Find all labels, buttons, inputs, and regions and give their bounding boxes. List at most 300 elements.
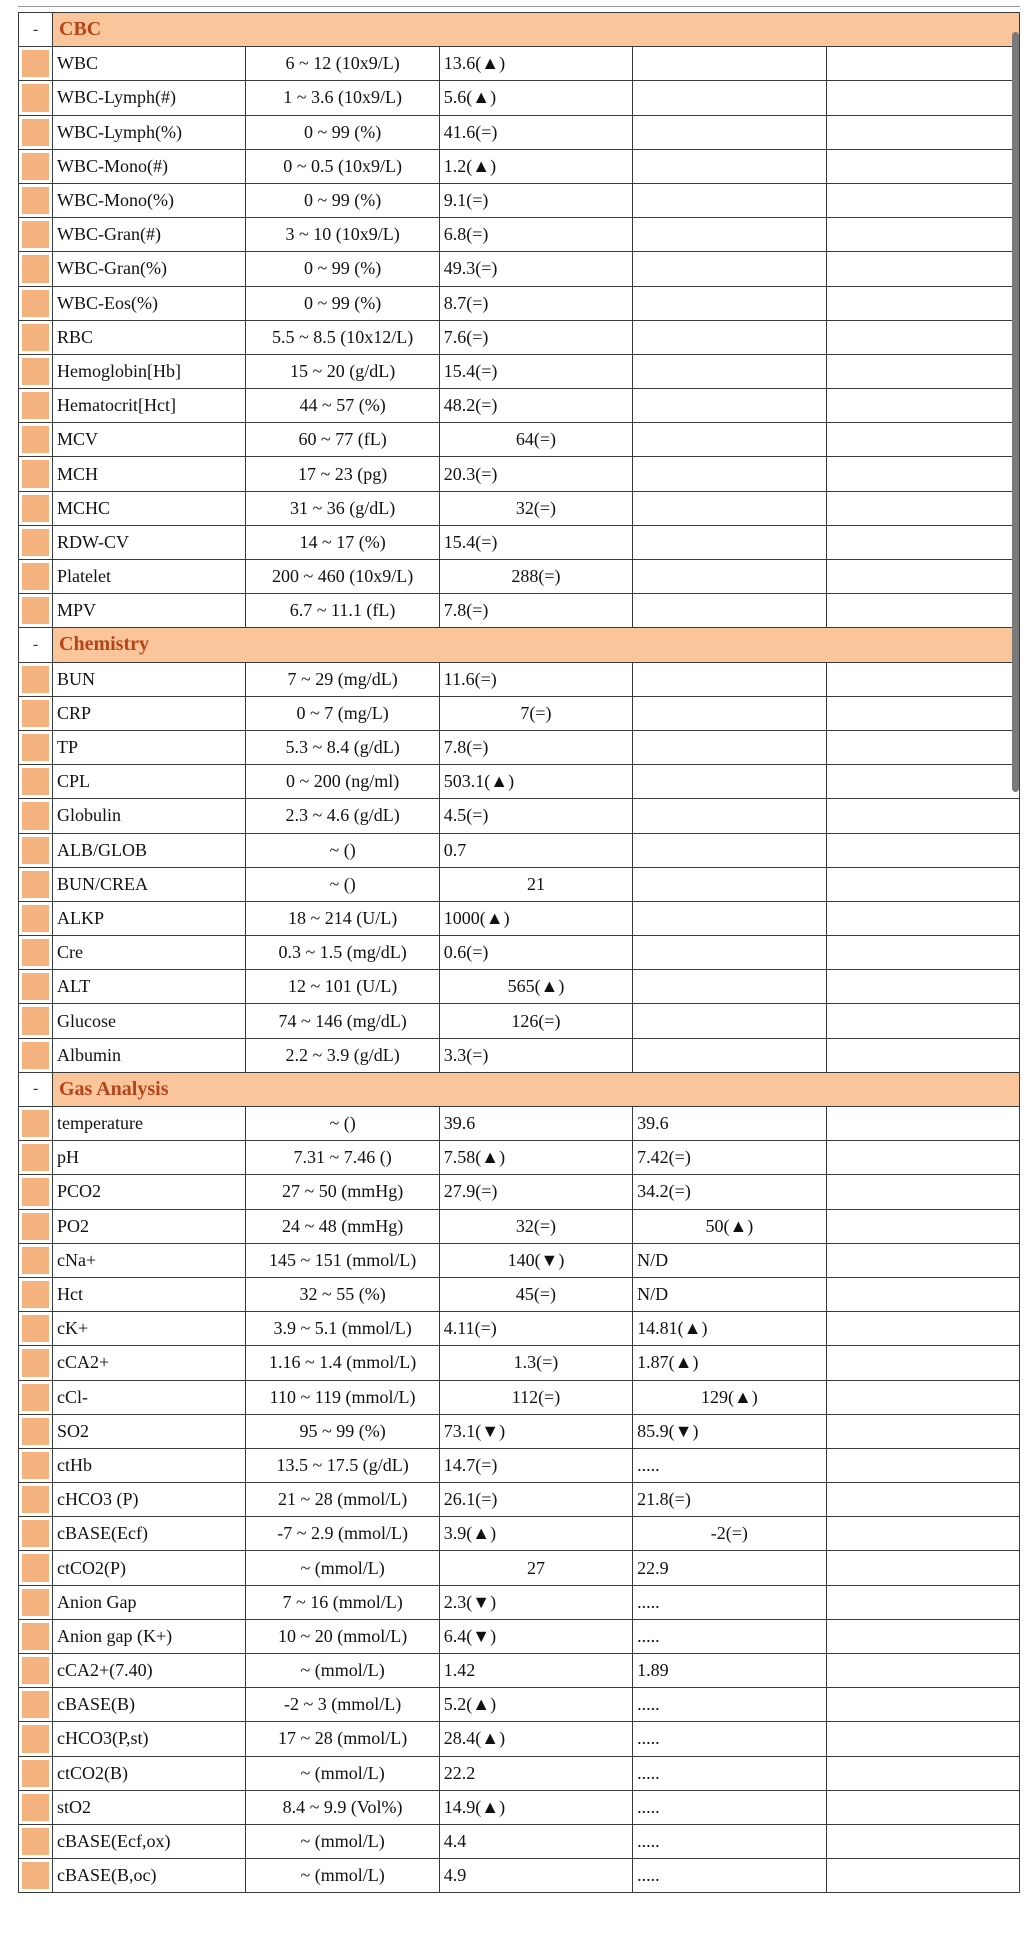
- row-marker: [19, 47, 53, 81]
- empty-cell: [826, 1277, 1019, 1311]
- table-row: [19, 47, 1020, 81]
- row-marker: [19, 1243, 53, 1277]
- table-row: [19, 1243, 1020, 1277]
- result-value-1: 15.4(=): [439, 354, 632, 388]
- reference-range: ~ (): [246, 1107, 439, 1141]
- result-value-1: 14.7(=): [439, 1448, 632, 1482]
- empty-cell: [826, 115, 1019, 149]
- result-value-1: 0.6(=): [439, 936, 632, 970]
- table-row: [19, 1107, 1020, 1141]
- result-value-1: 7.58(▲): [439, 1141, 632, 1175]
- empty-cell: [826, 799, 1019, 833]
- result-value-2: .....: [633, 1859, 826, 1893]
- table-row: [19, 457, 1020, 491]
- result-value-1: 4.5(=): [439, 799, 632, 833]
- reference-range: 2.3 ~ 4.6 (g/dL): [246, 799, 439, 833]
- table-row: [19, 833, 1020, 867]
- table-row: [19, 183, 1020, 217]
- reference-range: 24 ~ 48 (mmHg): [246, 1209, 439, 1243]
- row-marker: [19, 1175, 53, 1209]
- result-value-2: [633, 47, 826, 81]
- table-row: [19, 1551, 1020, 1585]
- row-marker-bar: [22, 837, 49, 864]
- empty-cell: [826, 1448, 1019, 1482]
- result-value-1: 20.3(=): [439, 457, 632, 491]
- empty-cell: [826, 81, 1019, 115]
- test-name: Hct: [53, 1277, 246, 1311]
- table-row: [19, 354, 1020, 388]
- table-row: [19, 1312, 1020, 1346]
- table-row: [19, 1380, 1020, 1414]
- result-value-2: -2(=): [633, 1517, 826, 1551]
- table-row: [19, 1414, 1020, 1448]
- reference-range: 110 ~ 119 (mmol/L): [246, 1380, 439, 1414]
- test-name: cK+: [53, 1312, 246, 1346]
- section-header: [19, 1072, 1020, 1106]
- empty-cell: [826, 320, 1019, 354]
- result-value-1: 26.1(=): [439, 1483, 632, 1517]
- row-marker: [19, 115, 53, 149]
- test-name: Hemoglobin[Hb]: [53, 354, 246, 388]
- result-value-1: 503.1(▲): [439, 765, 632, 799]
- lab-results-sheet: [18, 12, 1020, 1893]
- table-row: [19, 1277, 1020, 1311]
- row-marker-bar: [22, 1281, 49, 1308]
- empty-cell: [826, 1107, 1019, 1141]
- test-name: cCA2+: [53, 1346, 246, 1380]
- section-header: [19, 13, 1020, 47]
- result-value-1: 32(=): [439, 491, 632, 525]
- result-value-1: 15.4(=): [439, 525, 632, 559]
- row-marker: [19, 286, 53, 320]
- row-marker: [19, 525, 53, 559]
- row-marker: [19, 696, 53, 730]
- result-value-1: 4.4: [439, 1824, 632, 1858]
- test-name: Anion Gap: [53, 1585, 246, 1619]
- row-marker: [19, 662, 53, 696]
- table-row: [19, 1619, 1020, 1653]
- row-marker: [19, 1619, 53, 1653]
- row-marker-bar: [22, 1144, 49, 1171]
- result-value-2: 7.42(=): [633, 1141, 826, 1175]
- result-value-1: 14.9(▲): [439, 1790, 632, 1824]
- result-value-2: [633, 252, 826, 286]
- result-value-1: 45(=): [439, 1277, 632, 1311]
- test-name: cHCO3 (P): [53, 1483, 246, 1517]
- section-collapse-toggle[interactable]: -: [19, 1072, 53, 1106]
- result-value-2: N/D: [633, 1277, 826, 1311]
- row-marker-bar: [22, 1554, 49, 1581]
- row-marker-bar: [22, 939, 49, 966]
- table-row: [19, 423, 1020, 457]
- result-value-1: 4.11(=): [439, 1312, 632, 1346]
- test-name: MCHC: [53, 491, 246, 525]
- row-marker: [19, 1790, 53, 1824]
- table-row: [19, 1859, 1020, 1893]
- result-value-1: 49.3(=): [439, 252, 632, 286]
- result-value-2: [633, 354, 826, 388]
- result-value-2: 1.89: [633, 1654, 826, 1688]
- result-value-1: 1.2(▲): [439, 149, 632, 183]
- row-marker: [19, 149, 53, 183]
- section-title: CBC: [53, 13, 1020, 47]
- row-marker-bar: [22, 1828, 49, 1855]
- test-name: ctCO2(P): [53, 1551, 246, 1585]
- reference-range: 12 ~ 101 (U/L): [246, 970, 439, 1004]
- empty-cell: [826, 765, 1019, 799]
- table-row: [19, 1346, 1020, 1380]
- empty-cell: [826, 1824, 1019, 1858]
- test-name: Cre: [53, 936, 246, 970]
- row-marker-bar: [22, 1623, 49, 1650]
- result-value-2: 21.8(=): [633, 1483, 826, 1517]
- test-name: WBC: [53, 47, 246, 81]
- test-name: cBASE(B): [53, 1688, 246, 1722]
- result-value-1: 22.2: [439, 1756, 632, 1790]
- table-row: [19, 730, 1020, 764]
- row-marker-bar: [22, 1691, 49, 1718]
- result-value-1: 6.4(▼): [439, 1619, 632, 1653]
- test-name: RBC: [53, 320, 246, 354]
- reference-range: 0 ~ 99 (%): [246, 286, 439, 320]
- table-row: [19, 1209, 1020, 1243]
- table-row: [19, 1175, 1020, 1209]
- row-marker: [19, 183, 53, 217]
- empty-cell: [826, 1654, 1019, 1688]
- empty-cell: [826, 218, 1019, 252]
- empty-cell: [826, 936, 1019, 970]
- row-marker-bar: [22, 1418, 49, 1445]
- table-row: [19, 1756, 1020, 1790]
- empty-cell: [826, 423, 1019, 457]
- table-row: [19, 560, 1020, 594]
- test-name: Hematocrit[Hct]: [53, 389, 246, 423]
- empty-cell: [826, 47, 1019, 81]
- empty-cell: [826, 1517, 1019, 1551]
- empty-cell: [826, 1790, 1019, 1824]
- result-value-1: 48.2(=): [439, 389, 632, 423]
- result-value-1: 5.6(▲): [439, 81, 632, 115]
- reference-range: 7 ~ 29 (mg/dL): [246, 662, 439, 696]
- row-marker: [19, 1038, 53, 1072]
- row-marker-bar: [22, 1794, 49, 1821]
- result-value-2: 22.9: [633, 1551, 826, 1585]
- reference-range: 3 ~ 10 (10x9/L): [246, 218, 439, 252]
- row-marker-bar: [22, 1760, 49, 1787]
- test-name: WBC-Gran(%): [53, 252, 246, 286]
- reference-range: 27 ~ 50 (mmHg): [246, 1175, 439, 1209]
- row-marker: [19, 1551, 53, 1585]
- table-row: [19, 1483, 1020, 1517]
- empty-cell: [826, 1175, 1019, 1209]
- test-name: WBC-Lymph(%): [53, 115, 246, 149]
- test-name: MCV: [53, 423, 246, 457]
- test-name: ALKP: [53, 901, 246, 935]
- test-name: TP: [53, 730, 246, 764]
- result-value-2: [633, 423, 826, 457]
- result-value-2: 14.81(▲): [633, 1312, 826, 1346]
- result-value-2: [633, 1038, 826, 1072]
- result-value-1: 4.9: [439, 1859, 632, 1893]
- test-name: cCA2+(7.40): [53, 1654, 246, 1688]
- reference-range: 0 ~ 99 (%): [246, 252, 439, 286]
- result-value-2: [633, 696, 826, 730]
- row-marker: [19, 765, 53, 799]
- test-name: pH: [53, 1141, 246, 1175]
- result-value-2: [633, 1004, 826, 1038]
- test-name: cBASE(B,oc): [53, 1859, 246, 1893]
- result-value-1: 7.8(=): [439, 594, 632, 628]
- row-marker: [19, 1756, 53, 1790]
- empty-cell: [826, 1243, 1019, 1277]
- reference-range: 17 ~ 28 (mmol/L): [246, 1722, 439, 1756]
- table-row: [19, 525, 1020, 559]
- table-row: [19, 389, 1020, 423]
- result-value-2: [633, 730, 826, 764]
- test-name: MPV: [53, 594, 246, 628]
- empty-cell: [826, 594, 1019, 628]
- row-marker: [19, 730, 53, 764]
- table-row: [19, 149, 1020, 183]
- result-value-1: 5.2(▲): [439, 1688, 632, 1722]
- empty-cell: [826, 149, 1019, 183]
- table-row: [19, 936, 1020, 970]
- row-marker-bar: [22, 973, 49, 1000]
- row-marker-bar: [22, 802, 49, 829]
- empty-cell: [826, 354, 1019, 388]
- result-value-2: N/D: [633, 1243, 826, 1277]
- reference-range: 95 ~ 99 (%): [246, 1414, 439, 1448]
- row-marker-bar: [22, 392, 49, 419]
- row-marker-bar: [22, 1042, 49, 1069]
- reference-range: -2 ~ 3 (mmol/L): [246, 1688, 439, 1722]
- reference-range: 21 ~ 28 (mmol/L): [246, 1483, 439, 1517]
- row-marker: [19, 320, 53, 354]
- reference-range: 0 ~ 0.5 (10x9/L): [246, 149, 439, 183]
- table-row: [19, 970, 1020, 1004]
- reference-range: 32 ~ 55 (%): [246, 1277, 439, 1311]
- row-marker: [19, 1654, 53, 1688]
- result-value-2: [633, 662, 826, 696]
- reference-range: 0.3 ~ 1.5 (mg/dL): [246, 936, 439, 970]
- row-marker-bar: [22, 84, 49, 111]
- reference-range: 145 ~ 151 (mmol/L): [246, 1243, 439, 1277]
- empty-cell: [826, 1209, 1019, 1243]
- table-row: [19, 320, 1020, 354]
- empty-cell: [826, 1619, 1019, 1653]
- result-value-2: 50(▲): [633, 1209, 826, 1243]
- row-marker: [19, 1380, 53, 1414]
- table-row: [19, 901, 1020, 935]
- empty-cell: [826, 1312, 1019, 1346]
- row-marker: [19, 867, 53, 901]
- result-value-2: [633, 457, 826, 491]
- result-value-2: [633, 218, 826, 252]
- result-value-1: 140(▼): [439, 1243, 632, 1277]
- test-name: Glucose: [53, 1004, 246, 1038]
- result-value-1: 11.6(=): [439, 662, 632, 696]
- result-value-2: [633, 936, 826, 970]
- row-marker: [19, 1107, 53, 1141]
- result-value-1: 13.6(▲): [439, 47, 632, 81]
- row-marker-bar: [22, 700, 49, 727]
- row-marker: [19, 1346, 53, 1380]
- row-marker-bar: [22, 1725, 49, 1752]
- row-marker: [19, 833, 53, 867]
- result-value-2: [633, 765, 826, 799]
- test-name: cCl-: [53, 1380, 246, 1414]
- lab-results-body: [19, 13, 1020, 1893]
- row-marker-bar: [22, 1657, 49, 1684]
- reference-range: -7 ~ 2.9 (mmol/L): [246, 1517, 439, 1551]
- test-name: cBASE(Ecf): [53, 1517, 246, 1551]
- row-marker: [19, 218, 53, 252]
- empty-cell: [826, 970, 1019, 1004]
- table-row: [19, 696, 1020, 730]
- empty-cell: [826, 1551, 1019, 1585]
- table-row: [19, 115, 1020, 149]
- row-marker-bar: [22, 221, 49, 248]
- row-marker-bar: [22, 1213, 49, 1240]
- result-value-1: 39.6: [439, 1107, 632, 1141]
- result-value-1: 28.4(▲): [439, 1722, 632, 1756]
- row-marker-bar: [22, 871, 49, 898]
- result-value-2: [633, 560, 826, 594]
- result-value-2: [633, 970, 826, 1004]
- reference-range: ~ (): [246, 867, 439, 901]
- result-value-2: .....: [633, 1688, 826, 1722]
- result-value-2: [633, 594, 826, 628]
- reference-range: 1 ~ 3.6 (10x9/L): [246, 81, 439, 115]
- row-marker-bar: [22, 529, 49, 556]
- reference-range: ~ (): [246, 833, 439, 867]
- reference-range: ~ (mmol/L): [246, 1551, 439, 1585]
- row-marker: [19, 81, 53, 115]
- result-value-1: 1.3(=): [439, 1346, 632, 1380]
- result-value-2: 34.2(=): [633, 1175, 826, 1209]
- vertical-scrollbar[interactable]: [1012, 32, 1019, 792]
- row-marker: [19, 1141, 53, 1175]
- row-marker-bar: [22, 1007, 49, 1034]
- reference-range: 0 ~ 200 (ng/ml): [246, 765, 439, 799]
- test-name: PO2: [53, 1209, 246, 1243]
- row-marker: [19, 901, 53, 935]
- test-name: ALT: [53, 970, 246, 1004]
- row-marker-bar: [22, 1452, 49, 1479]
- reference-range: 74 ~ 146 (mg/dL): [246, 1004, 439, 1038]
- row-marker-bar: [22, 187, 49, 214]
- result-value-2: .....: [633, 1824, 826, 1858]
- row-marker: [19, 1277, 53, 1311]
- section-collapse-toggle[interactable]: -: [19, 13, 53, 47]
- reference-range: 13.5 ~ 17.5 (g/dL): [246, 1448, 439, 1482]
- table-row: [19, 491, 1020, 525]
- empty-cell: [826, 1380, 1019, 1414]
- reference-range: 0 ~ 99 (%): [246, 115, 439, 149]
- reference-range: 200 ~ 460 (10x9/L): [246, 560, 439, 594]
- result-value-2: [633, 867, 826, 901]
- empty-cell: [826, 833, 1019, 867]
- table-row: [19, 81, 1020, 115]
- table-row: [19, 1688, 1020, 1722]
- reference-range: 2.2 ~ 3.9 (g/dL): [246, 1038, 439, 1072]
- reference-range: ~ (mmol/L): [246, 1654, 439, 1688]
- reference-range: 0 ~ 7 (mg/L): [246, 696, 439, 730]
- row-marker: [19, 423, 53, 457]
- row-marker-bar: [22, 1110, 49, 1137]
- result-value-1: 565(▲): [439, 970, 632, 1004]
- reference-range: 10 ~ 20 (mmol/L): [246, 1619, 439, 1653]
- row-marker: [19, 1688, 53, 1722]
- table-row: [19, 799, 1020, 833]
- section-collapse-toggle[interactable]: -: [19, 628, 53, 662]
- row-marker-bar: [22, 1384, 49, 1411]
- row-marker: [19, 1859, 53, 1893]
- row-marker: [19, 1585, 53, 1619]
- table-row: [19, 1585, 1020, 1619]
- test-name: WBC-Mono(#): [53, 149, 246, 183]
- empty-cell: [826, 1688, 1019, 1722]
- test-name: CPL: [53, 765, 246, 799]
- row-marker: [19, 1312, 53, 1346]
- row-marker-bar: [22, 1520, 49, 1547]
- table-row: [19, 594, 1020, 628]
- test-name: cHCO3(P,st): [53, 1722, 246, 1756]
- reference-range: 7 ~ 16 (mmol/L): [246, 1585, 439, 1619]
- result-value-1: 6.8(=): [439, 218, 632, 252]
- row-marker-bar: [22, 358, 49, 385]
- row-marker-bar: [22, 905, 49, 932]
- table-row: [19, 662, 1020, 696]
- table-row: [19, 765, 1020, 799]
- row-marker: [19, 457, 53, 491]
- result-value-2: [633, 115, 826, 149]
- empty-cell: [826, 662, 1019, 696]
- row-marker-bar: [22, 255, 49, 282]
- test-name: WBC-Gran(#): [53, 218, 246, 252]
- result-value-1: 8.7(=): [439, 286, 632, 320]
- empty-cell: [826, 1141, 1019, 1175]
- empty-cell: [826, 1346, 1019, 1380]
- row-marker-bar: [22, 768, 49, 795]
- result-value-1: 3.3(=): [439, 1038, 632, 1072]
- result-value-2: 129(▲): [633, 1380, 826, 1414]
- row-marker: [19, 1824, 53, 1858]
- result-value-1: 7.6(=): [439, 320, 632, 354]
- empty-cell: [826, 867, 1019, 901]
- result-value-2: [633, 286, 826, 320]
- reference-range: 3.9 ~ 5.1 (mmol/L): [246, 1312, 439, 1346]
- result-value-2: .....: [633, 1448, 826, 1482]
- table-row: [19, 1517, 1020, 1551]
- reference-range: ~ (mmol/L): [246, 1756, 439, 1790]
- table-row: [19, 1722, 1020, 1756]
- row-marker-bar: [22, 119, 49, 146]
- table-row: [19, 1790, 1020, 1824]
- table-row: [19, 1141, 1020, 1175]
- result-value-2: .....: [633, 1790, 826, 1824]
- result-value-2: 1.87(▲): [633, 1346, 826, 1380]
- test-name: BUN: [53, 662, 246, 696]
- row-marker-bar: [22, 1315, 49, 1342]
- empty-cell: [826, 1004, 1019, 1038]
- result-value-1: 7.8(=): [439, 730, 632, 764]
- result-value-2: .....: [633, 1619, 826, 1653]
- result-value-1: 27.9(=): [439, 1175, 632, 1209]
- empty-cell: [826, 901, 1019, 935]
- empty-cell: [826, 183, 1019, 217]
- row-marker-bar: [22, 324, 49, 351]
